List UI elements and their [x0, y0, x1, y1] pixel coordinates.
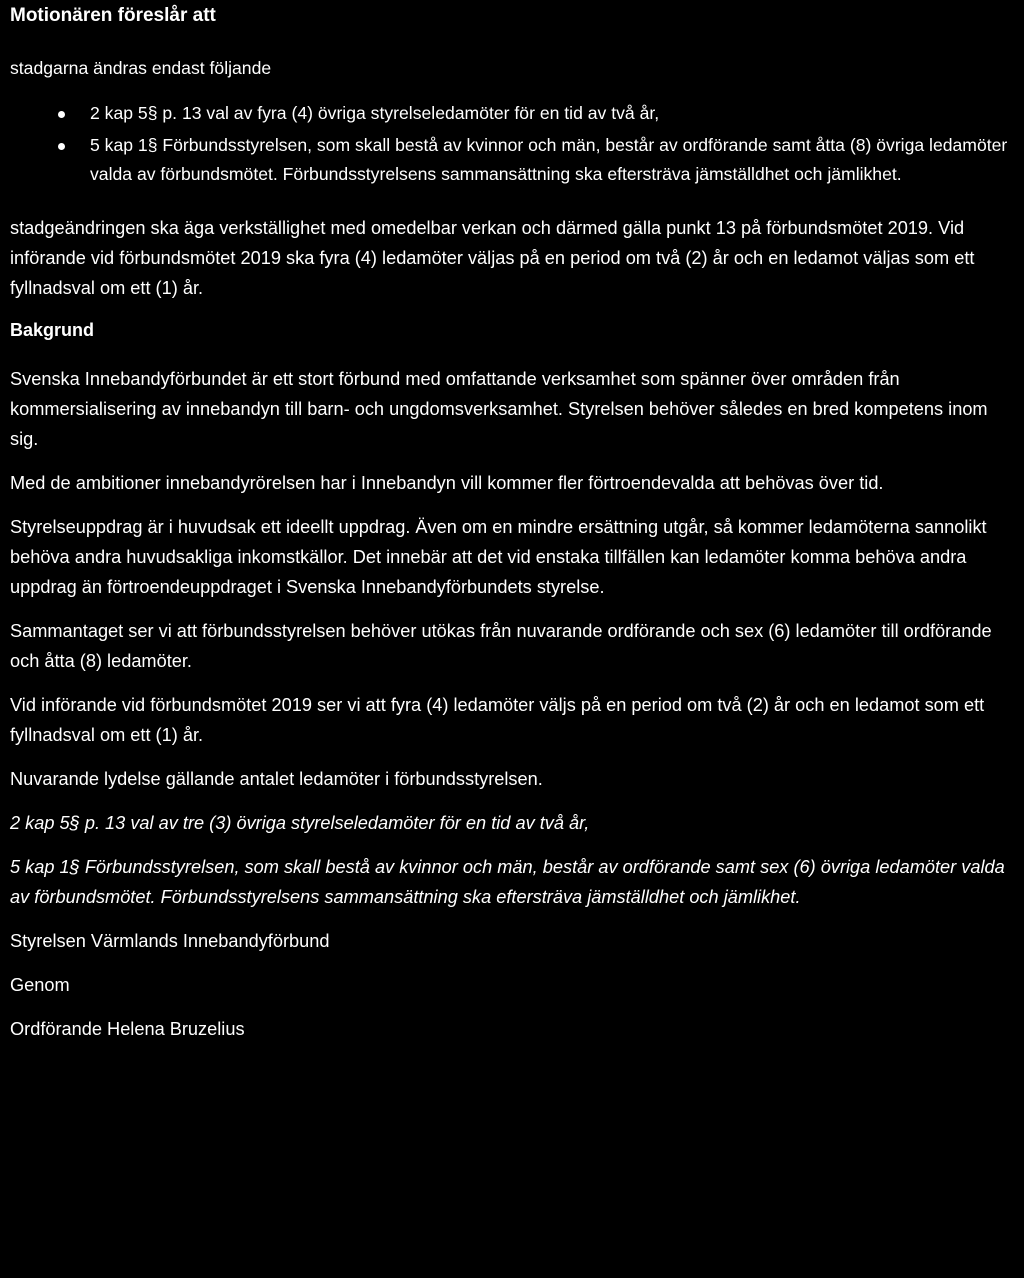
bullet-icon	[58, 111, 65, 118]
background-paragraph: Vid införande vid förbundsmötet 2019 ser vi att fyra (4) ledamöter väljs på en period om två (2) år och en ledamot som ett fyllnadsval om ett (1) år.	[10, 695, 985, 745]
proposal-list	[10, 99, 1014, 189]
current-wording-paragraph: 2 kap 5§ p. 13 val av tre (3) övriga styrelseledamöter för en tid av två år,	[10, 813, 590, 833]
background-paragraph: Med de ambitioner innebandyrörelsen har i Innebandyn vill kommer fler förtroendevalda att behövas över tid.	[10, 473, 884, 493]
list-item-text: 2 kap 5§ p. 13 val av fyra (4) övriga styrelseledamöter för en tid av två år,	[90, 103, 660, 123]
motion-heading: Motionären föreslår att	[10, 5, 216, 26]
signature-org: Styrelsen Värmlands Innebandyförbund	[10, 931, 330, 951]
current-wording-paragraph: 5 kap 1§ Förbundsstyrelsen, som skall bestå av kvinnor och män, består av ordförande samt sex (6) övriga ledamöter valda av förbundsmötet. Förbundsstyrelsens sammansättning ska eftersträva jämställdhet och jämlikhet.	[10, 857, 1005, 907]
background-paragraph: Styrelseuppdrag är i huvudsak ett ideellt uppdrag. Även om en mindre ersättning utgår, så kommer ledamöterna sannolikt behöva andra huvudsakliga inkomstkällor. Det innebär att det vid enstaka tillfällen kan ledamöter komma behöva andra uppdrag än förtroendeuppdraget i Svenska Innebandyförbundets styrelse.	[10, 517, 987, 597]
background-paragraph: Svenska Innebandyförbundet är ett stort förbund med omfattande verksamhet som spänner över områden från kommersialisering av innebandyn till barn- och ungdomsverksamhet. Styrelsen behöver således en bred kompetens inom sig.	[10, 369, 988, 449]
signature-via: Genom	[10, 975, 70, 995]
intro-text: stadgarna ändras endast följande	[10, 58, 272, 78]
background-paragraph: Nuvarande lydelse gällande antalet ledamöter i förbundsstyrelsen.	[10, 769, 543, 789]
stadge-paragraph: stadgeändringen ska äga verkställighet med omedelbar verkan och därmed gälla punkt 13 på förbundsmötet 2019. Vid införande vid förbundsmötet 2019 ska fyra (4) ledamöter väljas på en period om två (2) år och en ledamot väljas som ett fyllnadsval om ett (1) år.	[10, 218, 975, 298]
list-item-text: 5 kap 1§ Förbundsstyrelsen, som skall bestå av kvinnor och män, består av ordförande samt åtta (8) övriga ledamöter valda av förbundsmötet. Förbundsstyrelsens sammansättning ska eftersträva jämställdhet och jämlikhet.	[90, 135, 1008, 184]
bullet-icon	[58, 143, 65, 150]
section-heading-bakgrund: Bakgrund	[10, 320, 95, 340]
list-item	[10, 131, 1014, 189]
list-item	[10, 99, 1014, 128]
signature-name: Ordförande Helena Bruzelius	[10, 1019, 245, 1039]
background-paragraph: Sammantaget ser vi att förbundsstyrelsen behöver utökas från nuvarande ordförande och sex (6) ledamöter till ordförande och åtta (8) ledamöter.	[10, 621, 992, 671]
